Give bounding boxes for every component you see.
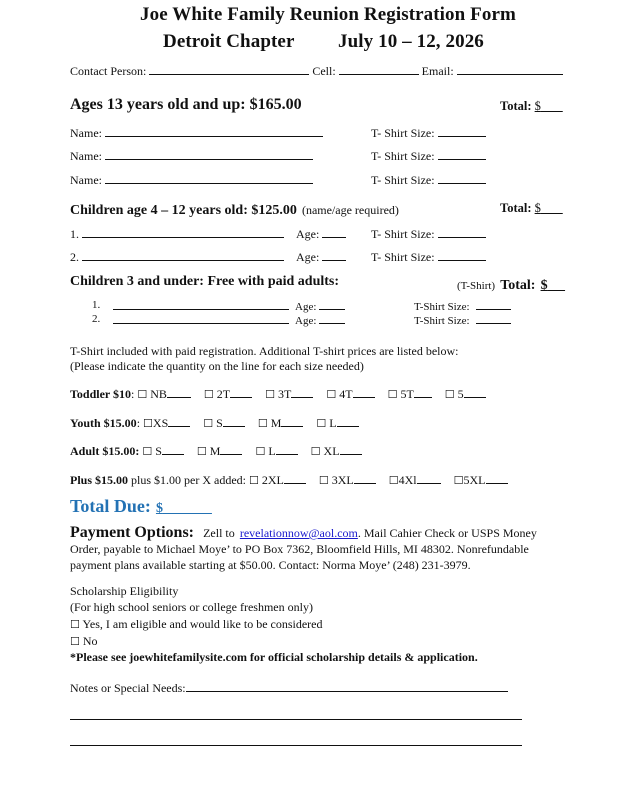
infant-shirt — [414, 313, 511, 327]
checkbox-icon[interactable]: ☐ — [143, 417, 153, 430]
size-label: 3XL — [331, 473, 354, 487]
child-age — [296, 250, 346, 265]
child-name-field[interactable] — [82, 250, 284, 261]
event-dates: July 10 – 12, 2026 — [338, 31, 484, 52]
adult-option[interactable] — [311, 444, 362, 459]
checkbox-icon[interactable]: ☐ — [387, 388, 398, 401]
toddler-label: Toddler $10 — [70, 387, 132, 401]
plus-option[interactable] — [319, 473, 376, 488]
plus-option[interactable] — [454, 473, 508, 488]
toddler-option[interactable] — [204, 387, 252, 402]
quantity-field[interactable] — [353, 387, 375, 398]
quantity-field[interactable] — [337, 416, 359, 427]
age-field[interactable] — [322, 227, 346, 238]
notes-row — [70, 681, 508, 696]
tshirt-size-field[interactable] — [476, 299, 511, 310]
infant-row — [92, 313, 100, 325]
adult-row — [70, 126, 323, 141]
tshirt-size-label: T-Shirt Size: — [414, 301, 470, 313]
row-number: 1. — [92, 299, 101, 311]
plus-option[interactable] — [389, 473, 441, 488]
tshirt-info-line1: T-Shirt included with paid registration. Additional T-shirt prices are listed below: — [70, 344, 459, 358]
scholarship-no-label: No — [82, 634, 98, 648]
checkbox-icon[interactable]: ☐ — [316, 417, 327, 430]
row-number: 2. — [70, 250, 79, 264]
checkbox-icon[interactable]: ☐ — [249, 474, 259, 487]
size-label: 5T — [400, 387, 414, 401]
adults-total — [500, 99, 563, 114]
size-label: S — [216, 416, 223, 430]
tshirt-size-field[interactable] — [476, 313, 511, 324]
chapter-name: Detroit Chapter — [163, 31, 295, 52]
scholarship-no-option[interactable] — [70, 634, 98, 649]
size-label: S — [155, 444, 162, 458]
size-label: 4T — [339, 387, 353, 401]
infant-row — [92, 299, 100, 311]
size-label: 2T — [216, 387, 231, 401]
payment-zelle-text: Zell to — [203, 526, 235, 540]
adult-row — [70, 173, 313, 188]
notes-line-3[interactable] — [70, 737, 522, 746]
size-label: XL — [323, 444, 340, 458]
notes-label: Notes or Special Needs: — [70, 681, 186, 695]
size-label: 5 — [457, 387, 464, 401]
name-field[interactable] — [105, 149, 313, 160]
scholarship-note: *Please see joewhitefamilysite.com for official scholarship details & application. — [70, 650, 478, 664]
notes-line-2[interactable] — [70, 711, 522, 720]
adult-row — [70, 149, 313, 164]
email-label: Email: — [421, 64, 454, 78]
size-label: 4Xl — [398, 473, 417, 487]
scholarship-yes-option[interactable] — [70, 617, 323, 632]
adult-option[interactable] — [255, 444, 297, 459]
children-total-field[interactable]: $ — [534, 201, 541, 215]
size-label: M — [209, 444, 221, 458]
age-field[interactable] — [322, 250, 346, 261]
checkbox-icon[interactable]: ☐ — [137, 388, 148, 401]
youth-colon: : — [136, 416, 141, 430]
checkbox-icon[interactable]: ☐ — [318, 474, 329, 487]
checkbox-icon[interactable]: ☐ — [257, 417, 268, 430]
payment-email-link[interactable]: revelationnow@aol.com — [239, 526, 358, 540]
tshirt-size-label: T- Shirt Size: — [371, 149, 435, 163]
plus-sub-label: plus $1.00 per X added: — [131, 473, 246, 487]
child-shirt — [371, 227, 486, 242]
adult-tshirt-row — [70, 444, 372, 459]
quantity-field[interactable] — [281, 416, 303, 427]
tshirt-size-field[interactable] — [438, 250, 486, 261]
size-label: 3T — [278, 387, 292, 401]
adult-shirt-row — [371, 126, 486, 141]
tshirt-size-label: T- Shirt Size: — [371, 250, 435, 264]
quantity-field[interactable] — [417, 473, 441, 484]
youth-option[interactable] — [316, 416, 358, 431]
size-label: 2XL — [261, 473, 284, 487]
size-label: L — [329, 416, 337, 430]
adults-total-field[interactable]: $ — [534, 99, 541, 113]
quantity-field[interactable] — [486, 473, 508, 484]
toddler-option[interactable] — [326, 387, 374, 402]
age-label: Age: — [296, 227, 320, 241]
email-field[interactable] — [457, 64, 563, 75]
quantity-field[interactable] — [162, 444, 184, 455]
toddler-option[interactable] — [388, 387, 432, 402]
size-label: NB — [150, 387, 167, 401]
age-field[interactable] — [319, 313, 345, 324]
checkbox-icon[interactable]: ☐ — [453, 474, 464, 487]
contact-person-field[interactable] — [149, 64, 309, 75]
scholarship-yes-label: Yes, I am eligible and would like to be considered — [82, 617, 323, 631]
cell-field[interactable] — [339, 64, 419, 75]
age-label: Age: — [295, 301, 317, 313]
tshirt-info-line2: (Please indicate the quantity on the line for each size needed) — [70, 359, 364, 373]
quantity-field[interactable] — [464, 387, 486, 398]
children-total-label: Total: — [500, 201, 532, 215]
plus-option[interactable] — [249, 473, 306, 488]
name-label: Name: — [70, 149, 102, 163]
youth-option[interactable] — [143, 416, 190, 431]
age-field[interactable] — [319, 299, 345, 310]
tshirt-size-label: T- Shirt Size: — [371, 173, 435, 187]
total-due-label: Total Due: — [70, 496, 151, 516]
checkbox-icon[interactable]: ☐ — [203, 388, 214, 401]
checkbox-icon[interactable]: ☐ — [142, 445, 153, 458]
quantity-field[interactable] — [167, 387, 191, 398]
toddler-row — [70, 387, 496, 402]
youth-label: Youth $15.00 — [70, 416, 137, 430]
checkbox-icon[interactable]: ☐ — [388, 474, 399, 487]
toddler-colon: : — [131, 387, 135, 401]
quantity-field[interactable] — [230, 387, 252, 398]
row-number: 2. — [92, 313, 101, 325]
name-label: Name: — [70, 173, 102, 187]
child-shirt — [371, 250, 486, 265]
infants-total — [457, 274, 565, 294]
notes-field[interactable] — [186, 681, 508, 692]
toddler-option[interactable] — [137, 387, 191, 402]
plus-row — [70, 473, 518, 488]
infants-heading: Children 3 and under: Free with paid adults: — [70, 274, 340, 289]
adult-shirt-row — [371, 149, 486, 164]
size-label: 5XL — [463, 473, 486, 487]
form-title: Joe White Family Reunion Registration Form — [140, 4, 516, 25]
children-heading: Children age 4 – 12 years old: $125.00 — [70, 203, 297, 218]
adult-option[interactable] — [142, 444, 184, 459]
checkbox-icon[interactable]: ☐ — [203, 417, 214, 430]
children-heading-row — [70, 199, 399, 219]
youth-option[interactable] — [258, 416, 304, 431]
infant-shirt — [414, 299, 511, 313]
tshirt-size-label: T- Shirt Size: — [371, 227, 435, 241]
adults-heading: Ages 13 years old and up: $165.00 — [70, 96, 302, 113]
youth-row — [70, 416, 369, 431]
total-due — [70, 496, 212, 517]
tshirt-size-label: T- Shirt Size: — [371, 126, 435, 140]
tshirt-size-field[interactable] — [438, 227, 486, 238]
toddler-option[interactable] — [445, 387, 486, 402]
name-field[interactable] — [105, 126, 323, 137]
size-label: L — [268, 444, 276, 458]
checkbox-icon[interactable]: ☐ — [310, 445, 321, 458]
infant-name-field[interactable] — [113, 299, 289, 313]
quantity-field[interactable] — [223, 416, 245, 427]
child-row — [70, 250, 284, 265]
checkbox-icon[interactable]: ☐ — [444, 388, 455, 401]
quantity-field[interactable] — [220, 444, 242, 455]
checkbox-icon[interactable]: ☐ — [70, 618, 80, 631]
quantity-field[interactable] — [340, 444, 362, 455]
checkbox-icon[interactable]: ☐ — [265, 388, 276, 401]
payment-line2: Order, payable to Michael Moye’ to PO Box 7362, Bloomfield Hills, MI 48302. Nonrefundable — [70, 542, 529, 556]
child-age — [296, 227, 346, 242]
youth-option[interactable] — [203, 416, 245, 431]
quantity-field[interactable] — [284, 473, 306, 484]
scholarship-subheading: (For high school seniors or college freshmen only) — [70, 600, 313, 614]
infant-name-field[interactable] — [113, 313, 289, 327]
contact-person-label: Contact Person: — [70, 64, 147, 78]
size-label: XS — [152, 416, 169, 430]
infants-total-field[interactable]: $ — [540, 278, 548, 293]
quantity-field[interactable] — [354, 473, 376, 484]
contact-row — [70, 64, 563, 79]
checkbox-icon[interactable]: ☐ — [196, 445, 207, 458]
child-name-field[interactable] — [82, 227, 284, 238]
checkbox-icon[interactable]: ☐ — [255, 445, 266, 458]
plus-label: Plus $15.00 — [70, 473, 129, 487]
row-number: 1. — [70, 227, 79, 241]
quantity-field[interactable] — [414, 387, 432, 398]
payment-line3: payment plans available starting at $50.00. Contact: Norma Moye’ (248) 231-3979. — [70, 558, 471, 572]
infant-age — [295, 313, 345, 327]
age-label: Age: — [295, 315, 317, 327]
child-row — [70, 227, 284, 242]
infant-age — [295, 299, 345, 313]
payment-line1 — [70, 522, 537, 542]
checkbox-icon[interactable]: ☐ — [326, 388, 337, 401]
children-total — [500, 201, 563, 216]
tshirt-note: (T-Shirt) — [457, 280, 496, 292]
adults-total-label: Total: — [500, 99, 532, 113]
toddler-option[interactable] — [265, 387, 313, 402]
size-label: M — [270, 416, 282, 430]
quantity-field[interactable] — [276, 444, 298, 455]
scholarship-heading: Scholarship Eligibility — [70, 584, 179, 598]
children-note: (name/age required) — [301, 203, 399, 217]
quantity-field[interactable] — [168, 416, 190, 427]
tshirt-size-label: T-Shirt Size: — [414, 315, 470, 327]
tshirt-size-field[interactable] — [438, 126, 486, 137]
payment-heading: Payment Options: — [70, 524, 194, 541]
age-label: Age: — [296, 250, 320, 264]
checkbox-icon[interactable]: ☐ — [70, 635, 80, 648]
name-field[interactable] — [105, 173, 313, 184]
name-label: Name: — [70, 126, 102, 140]
tshirt-size-field[interactable] — [438, 149, 486, 160]
adult-option[interactable] — [197, 444, 243, 459]
quantity-field[interactable] — [291, 387, 313, 398]
tshirt-size-field[interactable] — [438, 173, 486, 184]
adult-shirt-row — [371, 173, 486, 188]
total-due-field[interactable]: $ — [155, 501, 163, 516]
cell-label: Cell: — [312, 64, 336, 78]
adult-tshirt-label: Adult $15.00: — [70, 444, 140, 458]
payment-mail-text: . Mail Cahier Check or USPS Money — [357, 526, 537, 540]
infants-total-label: Total: — [500, 278, 536, 293]
